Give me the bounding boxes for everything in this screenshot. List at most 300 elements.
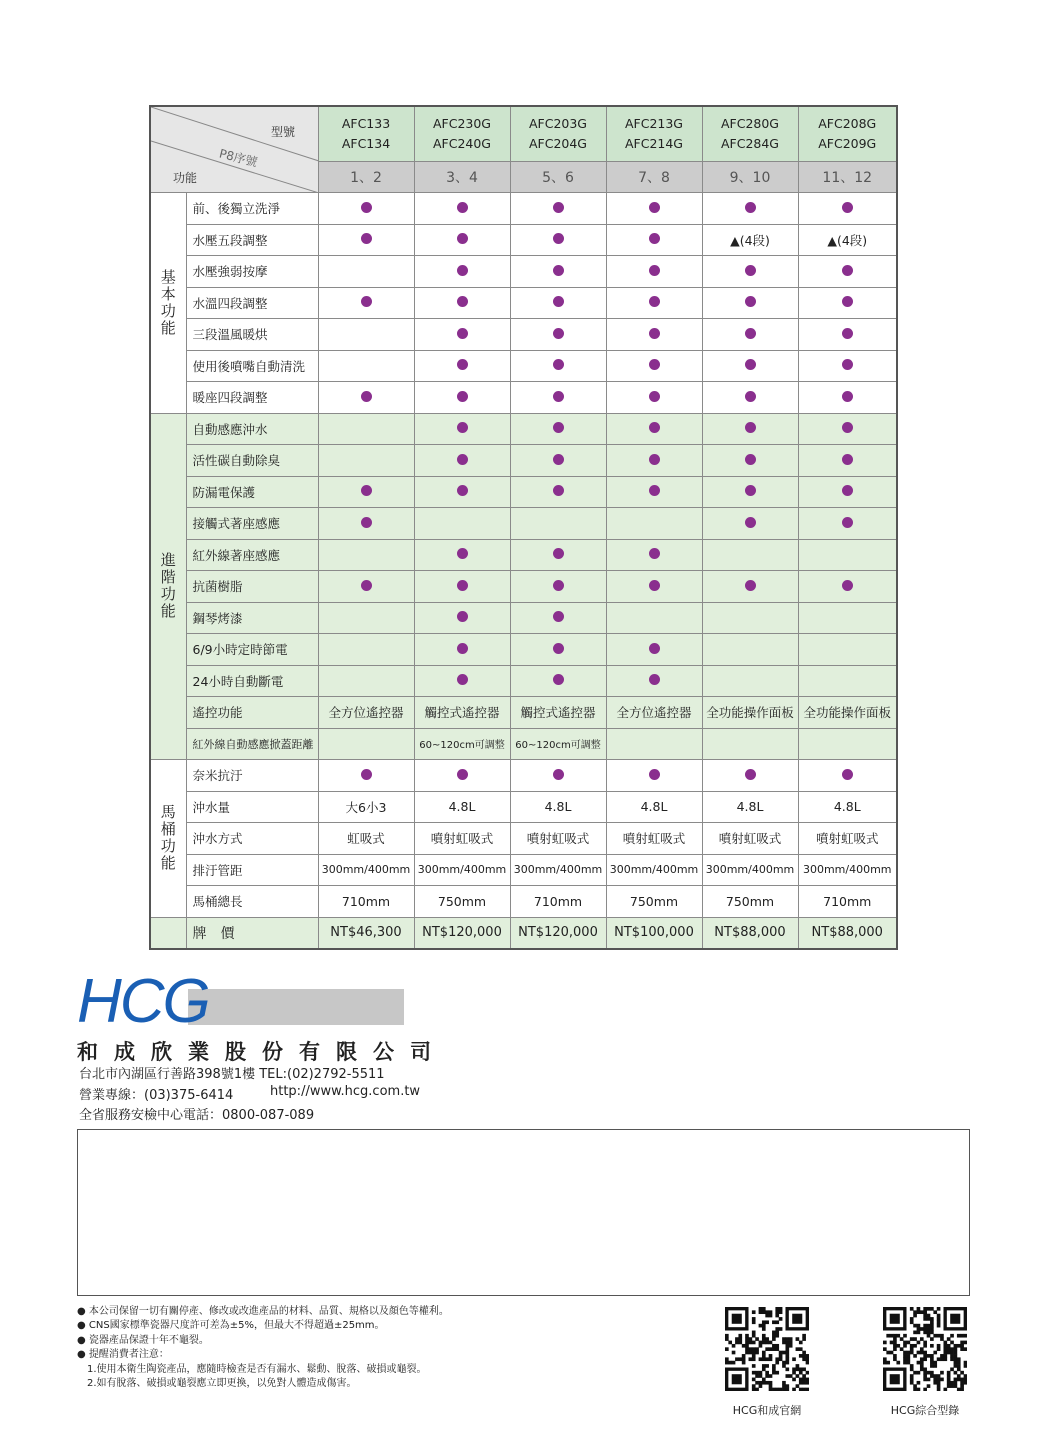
price-cell: NT$88,000 <box>702 917 798 949</box>
table-row <box>150 791 897 823</box>
price-cell: NT$46,300 <box>318 917 414 949</box>
model-header <box>318 106 414 162</box>
feature-cell <box>798 508 897 540</box>
model-header <box>510 106 606 162</box>
feature-dot <box>553 422 564 433</box>
feature-label: 鋼琴烤漆 <box>186 602 318 634</box>
feature-cell: 750mm <box>414 886 510 918</box>
qr-caption-catalog: HCG綜合型錄 <box>890 1404 960 1417</box>
feature-cell <box>414 256 510 288</box>
feature-dot <box>745 517 756 528</box>
group-label <box>150 760 186 918</box>
feature-dot <box>842 328 853 339</box>
table-row <box>150 445 897 477</box>
group-label <box>150 193 186 414</box>
feature-dot <box>745 422 756 433</box>
feature-cell: 全方位遙控器 <box>606 697 702 729</box>
feature-cell <box>702 508 798 540</box>
feature-cell <box>510 508 606 540</box>
feature-dot <box>649 674 660 685</box>
feature-dot <box>553 265 564 276</box>
price-cell: NT$120,000 <box>414 917 510 949</box>
feature-dot <box>842 296 853 307</box>
table-row <box>150 413 897 445</box>
note-line: ● 本公司保留一切有關停產、修改或改進產品的材料、品質、規格以及顏色等權利。 <box>77 1306 449 1317</box>
address: 台北市內湖區行善路398號1樓 TEL:(02)2792-5511 <box>79 1067 385 1082</box>
feature-cell <box>414 319 510 351</box>
feature-cell <box>702 602 798 634</box>
feature-cell <box>606 445 702 477</box>
feature-cell <box>606 508 702 540</box>
feature-cell <box>318 728 414 760</box>
feature-label: 活性碳自動除臭 <box>186 445 318 477</box>
feature-cell <box>318 382 414 414</box>
model-header <box>702 106 798 162</box>
feature-dot <box>842 580 853 591</box>
feature-dot <box>361 202 372 213</box>
feature-dot <box>553 611 564 622</box>
feature-cell <box>414 539 510 571</box>
feature-cell: 300mm/400mm <box>414 854 510 886</box>
feature-cell <box>318 665 414 697</box>
feature-dot <box>745 391 756 402</box>
feature-dot <box>457 265 468 276</box>
feature-dot <box>842 359 853 370</box>
feature-dot <box>745 359 756 370</box>
qr-code-icon[interactable] <box>883 1307 967 1391</box>
feature-dot <box>649 548 660 559</box>
feature-cell <box>606 634 702 666</box>
feature-cell <box>606 193 702 225</box>
feature-cell <box>798 350 897 382</box>
feature-cell: 觸控式遙控器 <box>510 697 606 729</box>
feature-dot <box>361 485 372 496</box>
feature-cell: 300mm/400mm <box>318 854 414 886</box>
feature-cell <box>702 193 798 225</box>
feature-cell <box>606 539 702 571</box>
feature-cell: 710mm <box>798 886 897 918</box>
feature-dot <box>457 422 468 433</box>
feature-dot <box>361 580 372 591</box>
feature-label: 自動感應沖水 <box>186 413 318 445</box>
feature-label: 奈米抗汙 <box>186 760 318 792</box>
feature-dot <box>649 328 660 339</box>
feature-dot <box>553 580 564 591</box>
feature-cell <box>414 287 510 319</box>
feature-cell <box>318 634 414 666</box>
feature-cell: 4.8L <box>606 791 702 823</box>
feature-cell: 大6小3 <box>318 791 414 823</box>
website-link[interactable]: http://www.hcg.com.tw <box>270 1084 421 1099</box>
feature-cell <box>318 413 414 445</box>
feature-cell <box>318 224 414 256</box>
table-row <box>150 571 897 603</box>
feature-cell <box>702 539 798 571</box>
feature-dot <box>842 422 853 433</box>
feature-cell <box>414 413 510 445</box>
feature-cell: ▲(4段) <box>702 224 798 256</box>
feature-label: 接觸式著座感應 <box>186 508 318 540</box>
feature-cell <box>510 287 606 319</box>
feature-dot <box>361 391 372 402</box>
group-label-text: 馬 桶 功 能 <box>160 803 176 873</box>
feature-dot <box>649 233 660 244</box>
feature-dot <box>649 485 660 496</box>
model-code: AFC213G <box>624 116 683 131</box>
feature-cell <box>798 382 897 414</box>
model-code: AFC208G <box>818 116 877 131</box>
feature-cell <box>798 571 897 603</box>
p8-number: 1、2 <box>318 162 414 193</box>
feature-dot <box>553 674 564 685</box>
svg-text:HCG: HCG <box>77 967 209 1030</box>
feature-cell: 全功能操作面板 <box>798 697 897 729</box>
feature-label: 防漏電保護 <box>186 476 318 508</box>
feature-dot <box>457 769 468 780</box>
feature-dot <box>842 202 853 213</box>
note-line: ● 提醒消費者注意： <box>77 1349 169 1361</box>
feature-cell <box>798 287 897 319</box>
table-row <box>150 319 897 351</box>
price-cell: NT$120,000 <box>510 917 606 949</box>
corner-p8-label: P8序號 <box>217 146 259 170</box>
table-row <box>150 823 897 855</box>
feature-dot <box>649 265 660 276</box>
table-row <box>150 382 897 414</box>
model-code: AFC204G <box>528 136 587 151</box>
feature-cell <box>414 571 510 603</box>
feature-label: 24小時自動斷電 <box>186 665 318 697</box>
feature-label: 抗菌樹脂 <box>186 571 318 603</box>
feature-cell: ▲(4段) <box>798 224 897 256</box>
model-code: AFC214G <box>624 136 683 151</box>
group-label-text: 基 本 功 能 <box>160 267 176 337</box>
feature-label: 三段溫風暖烘 <box>186 319 318 351</box>
feature-cell <box>510 571 606 603</box>
feature-cell <box>318 193 414 225</box>
feature-dot <box>649 454 660 465</box>
feature-cell: 觸控式遙控器 <box>414 697 510 729</box>
feature-cell <box>798 728 897 760</box>
feature-cell <box>318 508 414 540</box>
table-row <box>150 697 897 729</box>
feature-dot <box>649 643 660 654</box>
feature-dot <box>457 391 468 402</box>
feature-cell <box>606 256 702 288</box>
price-cell: NT$88,000 <box>798 917 897 949</box>
feature-cell <box>318 350 414 382</box>
feature-dot <box>745 485 756 496</box>
feature-dot <box>745 296 756 307</box>
feature-cell: 全方位遙控器 <box>318 697 414 729</box>
feature-cell: 300mm/400mm <box>510 854 606 886</box>
feature-cell: 750mm <box>606 886 702 918</box>
feature-cell: 710mm <box>510 886 606 918</box>
feature-cell <box>414 476 510 508</box>
company-name: 和成欣業股份有限公司 <box>77 1040 447 1064</box>
feature-dot <box>649 769 660 780</box>
table-row <box>150 476 897 508</box>
feature-cell <box>702 445 798 477</box>
feature-cell <box>606 319 702 351</box>
feature-dot <box>745 454 756 465</box>
sales-line: 營業專線：(03)375-6414 <box>79 1088 234 1103</box>
price-row <box>150 917 897 949</box>
feature-dot <box>649 359 660 370</box>
feature-dot <box>553 233 564 244</box>
note-line: 1.使用本衛生陶瓷產品，應隨時檢查是否有漏水、鬆動、脫落、破損或龜裂。 <box>77 1363 427 1375</box>
feature-cell <box>510 413 606 445</box>
feature-cell <box>414 634 510 666</box>
p8-number: 3、4 <box>414 162 510 193</box>
feature-cell <box>510 760 606 792</box>
feature-dot <box>745 769 756 780</box>
feature-cell <box>606 350 702 382</box>
feature-dot <box>553 391 564 402</box>
group-label-text: 進 階 功 能 <box>160 551 176 621</box>
corner-model-label: 型號 <box>271 125 296 139</box>
model-code: AFC203G <box>528 116 587 131</box>
feature-dot <box>361 517 372 528</box>
feature-cell <box>798 539 897 571</box>
feature-dot <box>745 580 756 591</box>
feature-dot <box>553 769 564 780</box>
feature-cell <box>606 760 702 792</box>
feature-dot <box>457 233 468 244</box>
feature-cell <box>798 193 897 225</box>
feature-cell <box>510 634 606 666</box>
feature-dot <box>649 422 660 433</box>
feature-cell <box>702 476 798 508</box>
feature-dot <box>457 580 468 591</box>
feature-cell <box>510 539 606 571</box>
feature-cell <box>510 224 606 256</box>
table-row <box>150 350 897 382</box>
feature-dot <box>553 202 564 213</box>
note-line: 2.如有脫落、破損或龜裂應立即更換，以免對人體造成傷害。 <box>77 1378 357 1390</box>
table-corner <box>150 106 318 193</box>
hcg-logo <box>75 960 415 1030</box>
feature-cell: 60~120cm可調整 <box>510 728 606 760</box>
feature-cell <box>798 256 897 288</box>
feature-dot <box>649 202 660 213</box>
p8-number: 5、6 <box>510 162 606 193</box>
feature-cell <box>510 319 606 351</box>
feature-cell <box>414 193 510 225</box>
feature-label: 馬桶總長 <box>186 886 318 918</box>
feature-cell <box>414 350 510 382</box>
feature-cell <box>606 287 702 319</box>
price-cell: NT$100,000 <box>606 917 702 949</box>
feature-cell <box>414 760 510 792</box>
feature-cell <box>510 665 606 697</box>
feature-dot <box>842 517 853 528</box>
feature-cell <box>606 476 702 508</box>
feature-cell: 300mm/400mm <box>798 854 897 886</box>
feature-dot <box>457 674 468 685</box>
feature-label: 暖座四段調整 <box>186 382 318 414</box>
feature-dot <box>553 548 564 559</box>
feature-cell: 710mm <box>318 886 414 918</box>
feature-label: 紅外線自動感應掀蓋距離 <box>186 728 318 760</box>
feature-cell <box>702 319 798 351</box>
feature-dot <box>457 202 468 213</box>
feature-dot <box>457 485 468 496</box>
feature-cell <box>318 602 414 634</box>
feature-cell <box>318 476 414 508</box>
feature-label: 6/9小時定時節電 <box>186 634 318 666</box>
model-header <box>798 106 897 162</box>
feature-cell <box>510 445 606 477</box>
feature-dot <box>649 296 660 307</box>
feature-cell <box>606 602 702 634</box>
feature-cell <box>702 634 798 666</box>
qr-caption-website: HCG和成官網 <box>732 1404 802 1417</box>
model-code: AFC209G <box>818 136 877 151</box>
notes <box>77 1305 449 1391</box>
table-row <box>150 256 897 288</box>
feature-label: 水壓五段調整 <box>186 224 318 256</box>
feature-cell <box>702 760 798 792</box>
feature-cell <box>798 445 897 477</box>
feature-cell <box>510 193 606 225</box>
feature-dot <box>553 296 564 307</box>
table-row <box>150 760 897 792</box>
table-row <box>150 539 897 571</box>
feature-dot <box>553 328 564 339</box>
p8-number: 7、8 <box>606 162 702 193</box>
feature-cell: 4.8L <box>414 791 510 823</box>
feature-cell <box>414 445 510 477</box>
table-row <box>150 665 897 697</box>
feature-cell <box>798 413 897 445</box>
feature-cell <box>318 760 414 792</box>
feature-dot <box>553 485 564 496</box>
feature-label: 使用後噴嘴自動清洗 <box>186 350 318 382</box>
feature-cell <box>798 634 897 666</box>
feature-cell <box>510 382 606 414</box>
feature-dot <box>457 328 468 339</box>
model-code: AFC230G <box>432 116 491 131</box>
feature-cell <box>606 665 702 697</box>
table-row <box>150 508 897 540</box>
feature-dot <box>457 454 468 465</box>
feature-dot <box>745 328 756 339</box>
feature-cell: 60~120cm可調整 <box>414 728 510 760</box>
feature-cell: 噴射虹吸式 <box>510 823 606 855</box>
feature-cell <box>318 256 414 288</box>
model-code: AFC133 <box>341 116 391 131</box>
feature-cell <box>798 602 897 634</box>
feature-cell: 300mm/400mm <box>606 854 702 886</box>
feature-cell <box>702 382 798 414</box>
p8-number: 11、12 <box>798 162 897 193</box>
feature-label: 前、後獨立洗淨 <box>186 193 318 225</box>
feature-cell: 噴射虹吸式 <box>702 823 798 855</box>
feature-cell <box>702 256 798 288</box>
feature-label: 遙控功能 <box>186 697 318 729</box>
model-code: AFC284G <box>720 136 779 151</box>
feature-cell: 4.8L <box>510 791 606 823</box>
feature-dot <box>457 359 468 370</box>
feature-cell <box>702 287 798 319</box>
feature-cell: 噴射虹吸式 <box>606 823 702 855</box>
feature-dot <box>745 202 756 213</box>
feature-cell <box>414 665 510 697</box>
feature-cell <box>510 256 606 288</box>
feature-dot <box>457 643 468 654</box>
feature-dot <box>745 265 756 276</box>
feature-cell <box>318 287 414 319</box>
feature-cell <box>606 728 702 760</box>
group-label <box>150 413 186 760</box>
feature-label: 沖水方式 <box>186 823 318 855</box>
p8-number: 9、10 <box>702 162 798 193</box>
table-row <box>150 886 897 918</box>
feature-cell: 虹吸式 <box>318 823 414 855</box>
table-row <box>150 854 897 886</box>
feature-cell <box>798 319 897 351</box>
price-spacer <box>150 917 186 949</box>
table-row <box>150 224 897 256</box>
model-code: AFC240G <box>432 136 491 151</box>
feature-cell <box>606 571 702 603</box>
feature-cell <box>318 539 414 571</box>
feature-cell: 噴射虹吸式 <box>798 823 897 855</box>
feature-dot <box>649 391 660 402</box>
feature-cell: 全功能操作面板 <box>702 697 798 729</box>
feature-cell <box>798 476 897 508</box>
feature-cell <box>606 382 702 414</box>
feature-dot <box>553 643 564 654</box>
feature-dot <box>361 233 372 244</box>
feature-cell <box>798 665 897 697</box>
feature-cell: 噴射虹吸式 <box>414 823 510 855</box>
table-row <box>150 602 897 634</box>
feature-cell <box>318 319 414 351</box>
feature-cell: 4.8L <box>798 791 897 823</box>
service-line: 全省服務安檢中心電話：0800-087-089 <box>79 1108 315 1123</box>
feature-dot <box>553 454 564 465</box>
feature-cell <box>414 382 510 414</box>
table-row <box>150 193 897 225</box>
feature-dot <box>842 454 853 465</box>
feature-label: 紅外線著座感應 <box>186 539 318 571</box>
feature-dot <box>842 769 853 780</box>
table-row <box>150 634 897 666</box>
feature-cell <box>702 728 798 760</box>
table-row <box>150 728 897 760</box>
feature-dot <box>457 548 468 559</box>
feature-cell: 750mm <box>702 886 798 918</box>
spec-table <box>149 105 898 950</box>
feature-label: 水壓強弱按摩 <box>186 256 318 288</box>
qr-code-icon[interactable] <box>725 1307 809 1391</box>
model-code: AFC134 <box>341 136 391 151</box>
model-header <box>414 106 510 162</box>
feature-cell <box>510 602 606 634</box>
feature-dot <box>457 296 468 307</box>
feature-dot <box>649 580 660 591</box>
feature-dot <box>842 265 853 276</box>
model-header <box>606 106 702 162</box>
feature-dot <box>457 611 468 622</box>
note-line: ● CNS國家標準瓷器尺度許可差為±5%，但最大不得超過±25mm。 <box>77 1320 385 1332</box>
feature-cell <box>606 413 702 445</box>
feature-dot <box>842 485 853 496</box>
feature-cell <box>414 224 510 256</box>
note-line: ● 瓷器產品保證十年不龜裂。 <box>77 1334 209 1346</box>
